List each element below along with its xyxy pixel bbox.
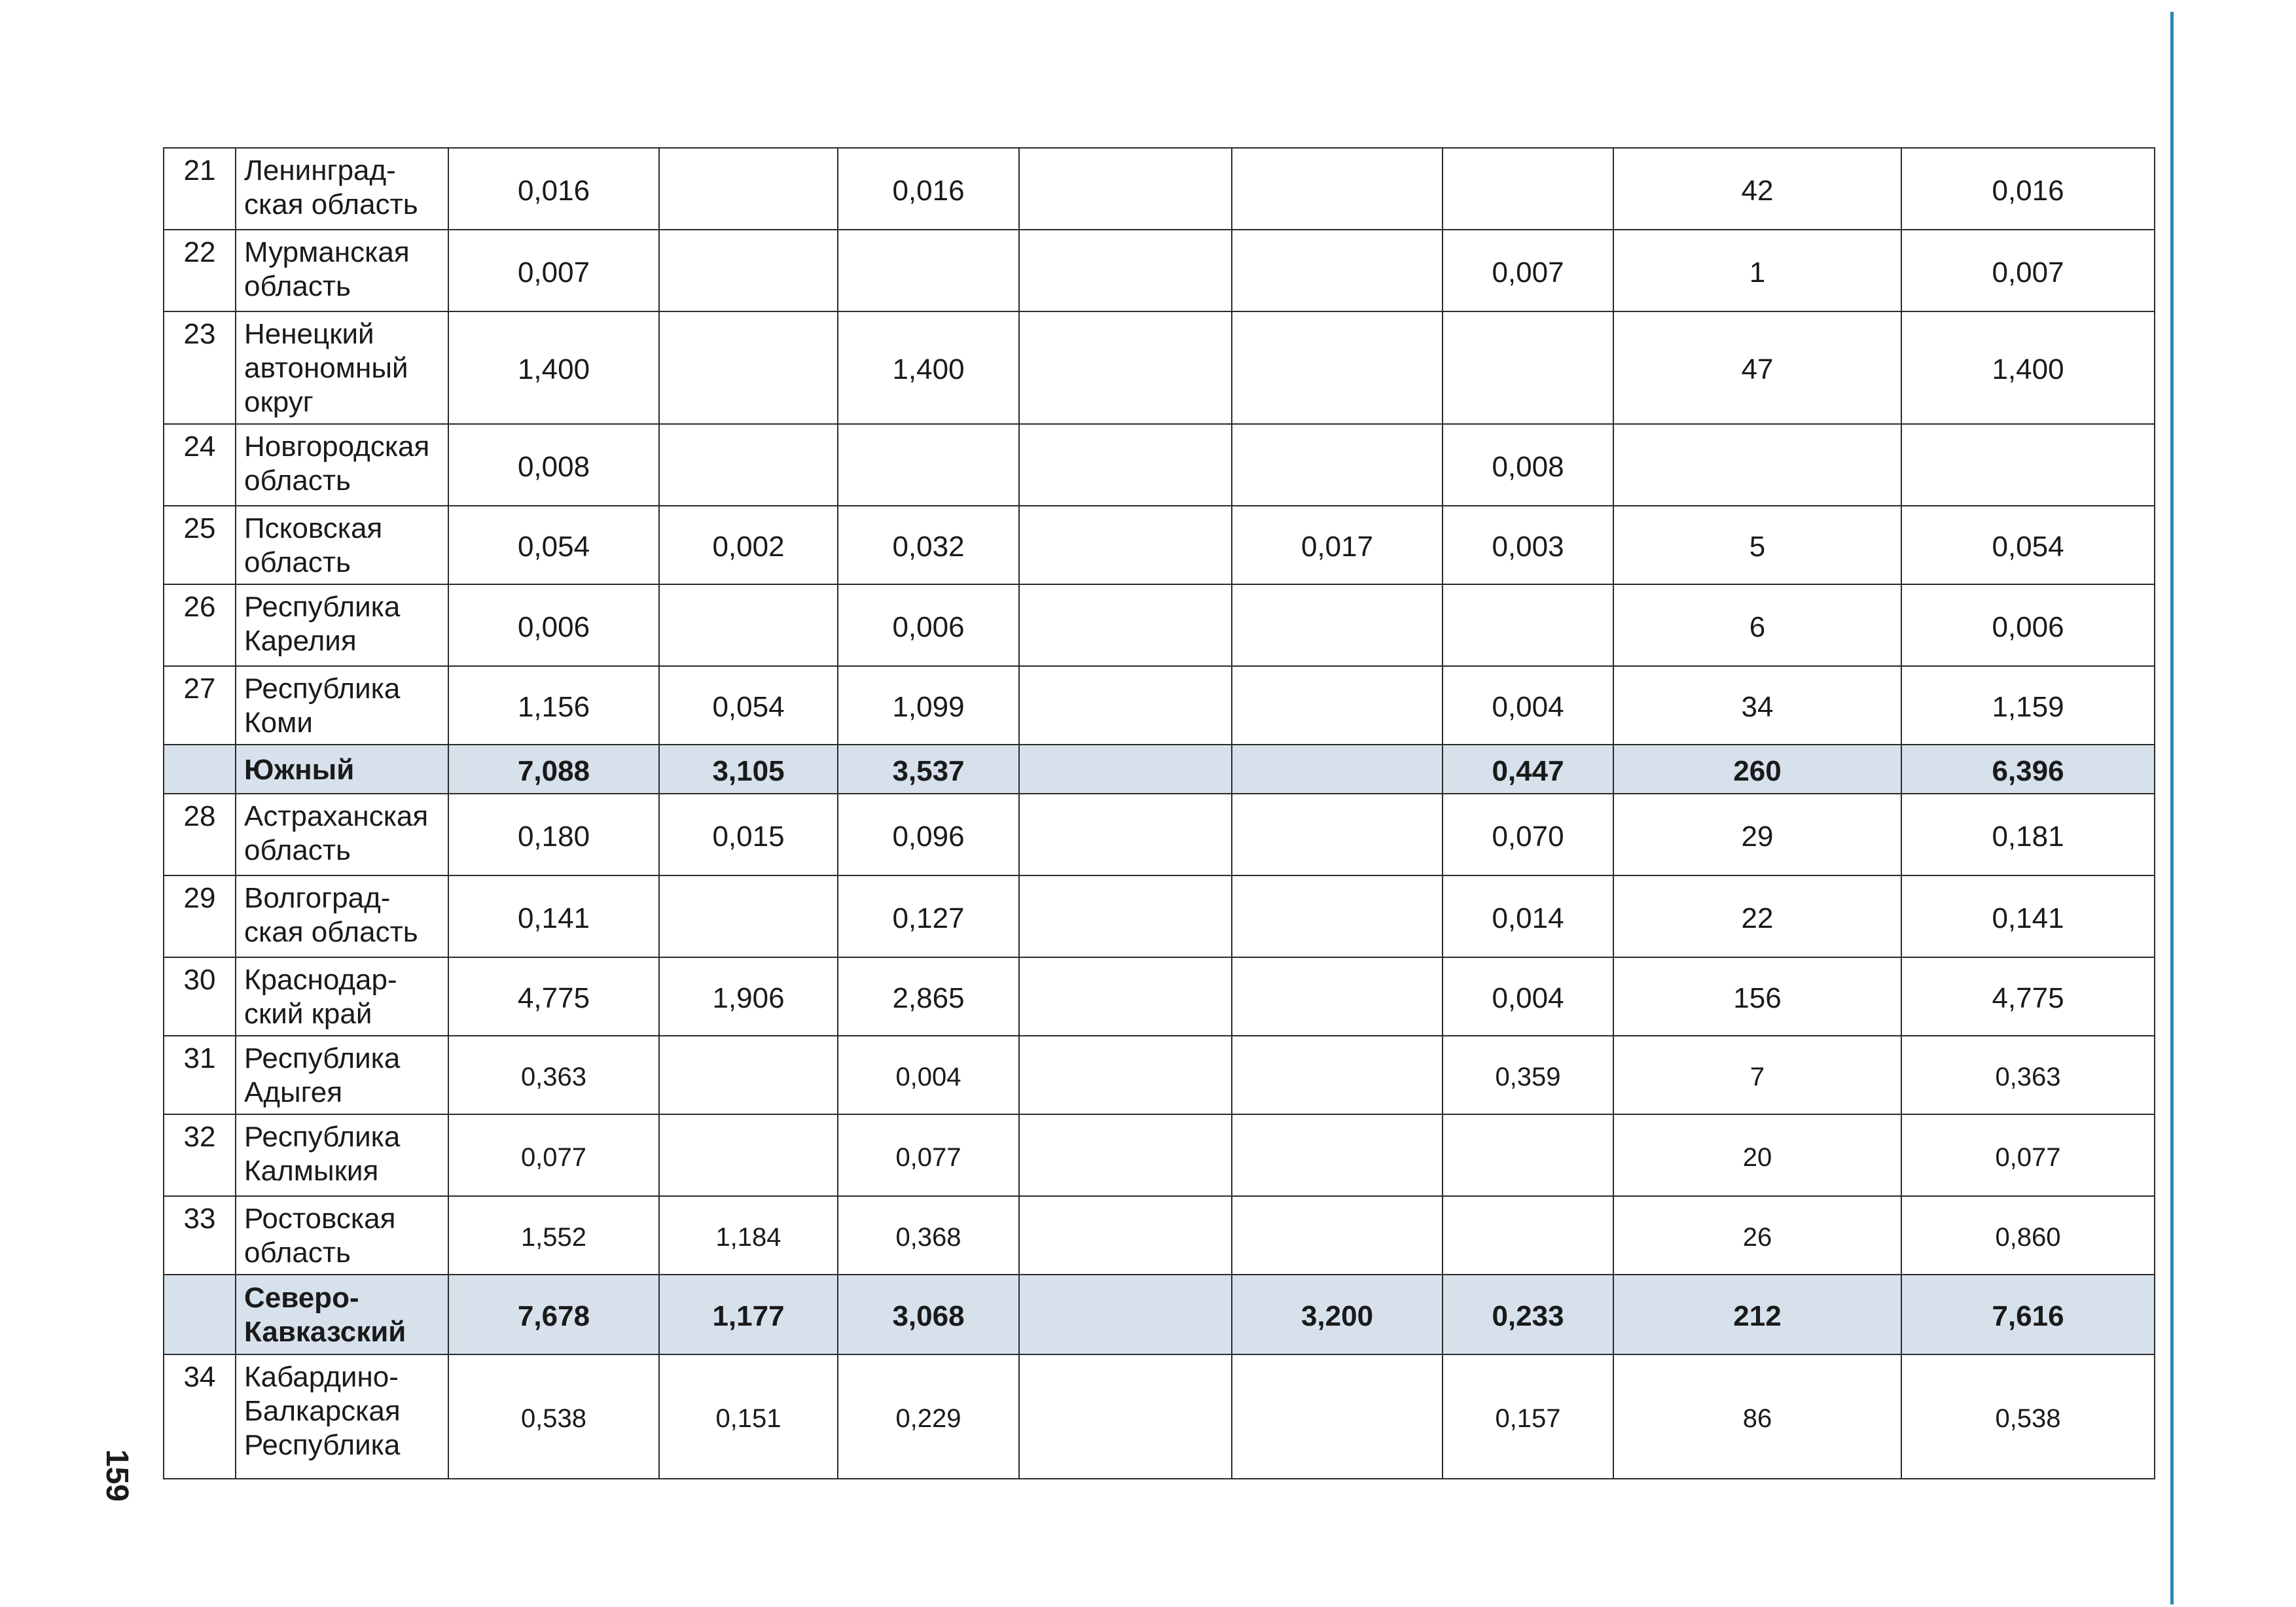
row-number-cell: 23 (164, 311, 236, 424)
value-cell-col5 (1232, 230, 1443, 311)
value-cell-col8: 7,616 (1901, 1275, 2155, 1354)
side-accent-rule (2170, 12, 2174, 1604)
value-cell-col2: 1,906 (659, 957, 838, 1036)
value-cell-col4 (1019, 1114, 1232, 1196)
value-cell-col3: 1,099 (838, 666, 1019, 745)
value-cell-col4 (1019, 1196, 1232, 1275)
row-number-cell: 33 (164, 1196, 236, 1275)
value-cell-col3: 0,006 (838, 584, 1019, 666)
value-cell-col2: 0,015 (659, 794, 838, 875)
value-cell-col4 (1019, 1354, 1232, 1479)
region-name-cell: Псковская область (236, 506, 448, 584)
row-number-cell: 31 (164, 1036, 236, 1114)
value-cell-col3: 0,004 (838, 1036, 1019, 1114)
value-cell-col4 (1019, 424, 1232, 506)
value-cell-col5 (1232, 1036, 1443, 1114)
value-cell-col4 (1019, 584, 1232, 666)
value-cell-col6: 0,003 (1443, 506, 1613, 584)
value-cell-col6: 0,004 (1443, 957, 1613, 1036)
value-cell-col4 (1019, 666, 1232, 745)
value-cell-col7: 86 (1613, 1354, 1901, 1479)
value-cell-col3: 0,229 (838, 1354, 1019, 1479)
value-cell-col7: 29 (1613, 794, 1901, 875)
table-row (164, 666, 2155, 745)
table-row (164, 584, 2155, 666)
value-cell-col5 (1232, 957, 1443, 1036)
table-row (164, 506, 2155, 584)
value-cell-col6: 0,359 (1443, 1036, 1613, 1114)
row-number-cell: 25 (164, 506, 236, 584)
region-name-cell: Новгородская область (236, 424, 448, 506)
value-cell-col1: 0,538 (448, 1354, 659, 1479)
value-cell-col3: 0,016 (838, 148, 1019, 230)
value-cell-col8: 1,400 (1901, 311, 2155, 424)
value-cell-col5 (1232, 424, 1443, 506)
value-cell-col7: 20 (1613, 1114, 1901, 1196)
table-row (164, 148, 2155, 230)
value-cell-col1: 0,006 (448, 584, 659, 666)
value-cell-col2 (659, 311, 838, 424)
value-cell-col5 (1232, 794, 1443, 875)
value-cell-col2: 0,151 (659, 1354, 838, 1479)
row-number-cell: 30 (164, 957, 236, 1036)
value-cell-col5 (1232, 666, 1443, 745)
value-cell-col4 (1019, 1275, 1232, 1354)
value-cell-col3: 0,127 (838, 875, 1019, 957)
row-number-cell: 24 (164, 424, 236, 506)
value-cell-col2: 0,054 (659, 666, 838, 745)
value-cell-col1: 7,678 (448, 1275, 659, 1354)
value-cell-col4 (1019, 230, 1232, 311)
value-cell-col2: 0,002 (659, 506, 838, 584)
value-cell-col4 (1019, 794, 1232, 875)
region-name-cell: Ростовская область (236, 1196, 448, 1275)
row-number-cell (164, 1275, 236, 1354)
table-row (164, 1036, 2155, 1114)
table-body (164, 148, 2155, 1479)
value-cell-col2 (659, 1036, 838, 1114)
value-cell-col1: 0,141 (448, 875, 659, 957)
value-cell-col3: 0,096 (838, 794, 1019, 875)
value-cell-col3: 2,865 (838, 957, 1019, 1036)
value-cell-col4 (1019, 875, 1232, 957)
value-cell-col6: 0,447 (1443, 745, 1613, 794)
value-cell-col7: 34 (1613, 666, 1901, 745)
table-row (164, 230, 2155, 311)
value-cell-col3: 0,077 (838, 1114, 1019, 1196)
value-cell-col3: 0,032 (838, 506, 1019, 584)
value-cell-col6: 0,007 (1443, 230, 1613, 311)
region-name-cell: Ленинград- ская область (236, 148, 448, 230)
value-cell-col3: 3,068 (838, 1275, 1019, 1354)
value-cell-col1: 0,077 (448, 1114, 659, 1196)
region-name-cell: Республика Адыгея (236, 1036, 448, 1114)
region-name-cell: Мурманская область (236, 230, 448, 311)
row-number-cell: 34 (164, 1354, 236, 1479)
value-cell-col8: 0,860 (1901, 1196, 2155, 1275)
value-cell-col8: 6,396 (1901, 745, 2155, 794)
value-cell-col1: 0,363 (448, 1036, 659, 1114)
value-cell-col6 (1443, 584, 1613, 666)
value-cell-col4 (1019, 957, 1232, 1036)
value-cell-col7: 5 (1613, 506, 1901, 584)
value-cell-col6 (1443, 311, 1613, 424)
value-cell-col7: 6 (1613, 584, 1901, 666)
row-number-cell: 22 (164, 230, 236, 311)
table-row (164, 1196, 2155, 1275)
value-cell-col7: 260 (1613, 745, 1901, 794)
district-total-row (164, 1275, 2155, 1354)
region-name-cell: Ненецкий автономный округ (236, 311, 448, 424)
value-cell-col4 (1019, 1036, 1232, 1114)
value-cell-col2: 1,177 (659, 1275, 838, 1354)
region-name-cell: Республика Карелия (236, 584, 448, 666)
row-number-cell: 28 (164, 794, 236, 875)
row-number-cell: 27 (164, 666, 236, 745)
value-cell-col6 (1443, 1114, 1613, 1196)
value-cell-col7 (1613, 424, 1901, 506)
value-cell-col1: 1,552 (448, 1196, 659, 1275)
region-name-cell: Волгоград- ская область (236, 875, 448, 957)
page-number-text: 159 (99, 1449, 134, 1502)
value-cell-col8 (1901, 424, 2155, 506)
value-cell-col2 (659, 584, 838, 666)
row-number-cell: 21 (164, 148, 236, 230)
table-row (164, 1354, 2155, 1479)
value-cell-col2 (659, 424, 838, 506)
table-row (164, 957, 2155, 1036)
region-name-cell: Республика Калмыкия (236, 1114, 448, 1196)
district-name-cell: Северо- Кавказский (236, 1275, 448, 1354)
value-cell-col5: 0,017 (1232, 506, 1443, 584)
value-cell-col4 (1019, 745, 1232, 794)
value-cell-col5 (1232, 584, 1443, 666)
value-cell-col1: 1,400 (448, 311, 659, 424)
value-cell-col3: 1,400 (838, 311, 1019, 424)
table-row (164, 311, 2155, 424)
value-cell-col8: 0,141 (1901, 875, 2155, 957)
table-row (164, 424, 2155, 506)
value-cell-col1: 0,008 (448, 424, 659, 506)
value-cell-col5 (1232, 1354, 1443, 1479)
value-cell-col1: 7,088 (448, 745, 659, 794)
value-cell-col8: 0,538 (1901, 1354, 2155, 1479)
value-cell-col3 (838, 230, 1019, 311)
value-cell-col1: 0,054 (448, 506, 659, 584)
value-cell-col5 (1232, 311, 1443, 424)
district-name-cell: Южный (236, 745, 448, 794)
value-cell-col6 (1443, 148, 1613, 230)
value-cell-col5: 3,200 (1232, 1275, 1443, 1354)
table-row (164, 875, 2155, 957)
value-cell-col8: 0,077 (1901, 1114, 2155, 1196)
value-cell-col5 (1232, 1114, 1443, 1196)
value-cell-col2 (659, 1114, 838, 1196)
value-cell-col8: 1,159 (1901, 666, 2155, 745)
value-cell-col2 (659, 148, 838, 230)
value-cell-col4 (1019, 506, 1232, 584)
table-row (164, 1114, 2155, 1196)
value-cell-col8: 0,007 (1901, 230, 2155, 311)
value-cell-col7: 26 (1613, 1196, 1901, 1275)
value-cell-col1: 0,180 (448, 794, 659, 875)
value-cell-col5 (1232, 875, 1443, 957)
value-cell-col7: 22 (1613, 875, 1901, 957)
value-cell-col6: 0,070 (1443, 794, 1613, 875)
value-cell-col4 (1019, 311, 1232, 424)
value-cell-col6: 0,008 (1443, 424, 1613, 506)
value-cell-col5 (1232, 1196, 1443, 1275)
table-row (164, 794, 2155, 875)
value-cell-col8: 0,363 (1901, 1036, 2155, 1114)
value-cell-col1: 1,156 (448, 666, 659, 745)
value-cell-col7: 7 (1613, 1036, 1901, 1114)
row-number-cell (164, 745, 236, 794)
value-cell-col7: 1 (1613, 230, 1901, 311)
value-cell-col1: 4,775 (448, 957, 659, 1036)
value-cell-col2: 1,184 (659, 1196, 838, 1275)
value-cell-col3 (838, 424, 1019, 506)
value-cell-col6: 0,233 (1443, 1275, 1613, 1354)
value-cell-col2 (659, 230, 838, 311)
value-cell-col6 (1443, 1196, 1613, 1275)
value-cell-col1: 0,007 (448, 230, 659, 311)
region-name-cell: Краснодар- ский край (236, 957, 448, 1036)
value-cell-col3: 3,537 (838, 745, 1019, 794)
value-cell-col2 (659, 875, 838, 957)
value-cell-col8: 0,016 (1901, 148, 2155, 230)
value-cell-col7: 42 (1613, 148, 1901, 230)
region-name-cell: Кабардино- Балкарская Республика (236, 1354, 448, 1479)
value-cell-col8: 0,006 (1901, 584, 2155, 666)
value-cell-col3: 0,368 (838, 1196, 1019, 1275)
value-cell-col7: 47 (1613, 311, 1901, 424)
row-number-cell: 32 (164, 1114, 236, 1196)
value-cell-col5 (1232, 745, 1443, 794)
row-number-cell: 26 (164, 584, 236, 666)
value-cell-col8: 4,775 (1901, 957, 2155, 1036)
regional-data-table (163, 147, 2155, 1479)
district-total-row (164, 745, 2155, 794)
value-cell-col2: 3,105 (659, 745, 838, 794)
value-cell-col8: 0,054 (1901, 506, 2155, 584)
value-cell-col4 (1019, 148, 1232, 230)
value-cell-col8: 0,181 (1901, 794, 2155, 875)
value-cell-col7: 212 (1613, 1275, 1901, 1354)
value-cell-col7: 156 (1613, 957, 1901, 1036)
value-cell-col6: 0,157 (1443, 1354, 1613, 1479)
value-cell-col5 (1232, 148, 1443, 230)
value-cell-col6: 0,014 (1443, 875, 1613, 957)
value-cell-col6: 0,004 (1443, 666, 1613, 745)
region-name-cell: Астраханская область (236, 794, 448, 875)
row-number-cell: 29 (164, 875, 236, 957)
region-name-cell: Республика Коми (236, 666, 448, 745)
value-cell-col1: 0,016 (448, 148, 659, 230)
